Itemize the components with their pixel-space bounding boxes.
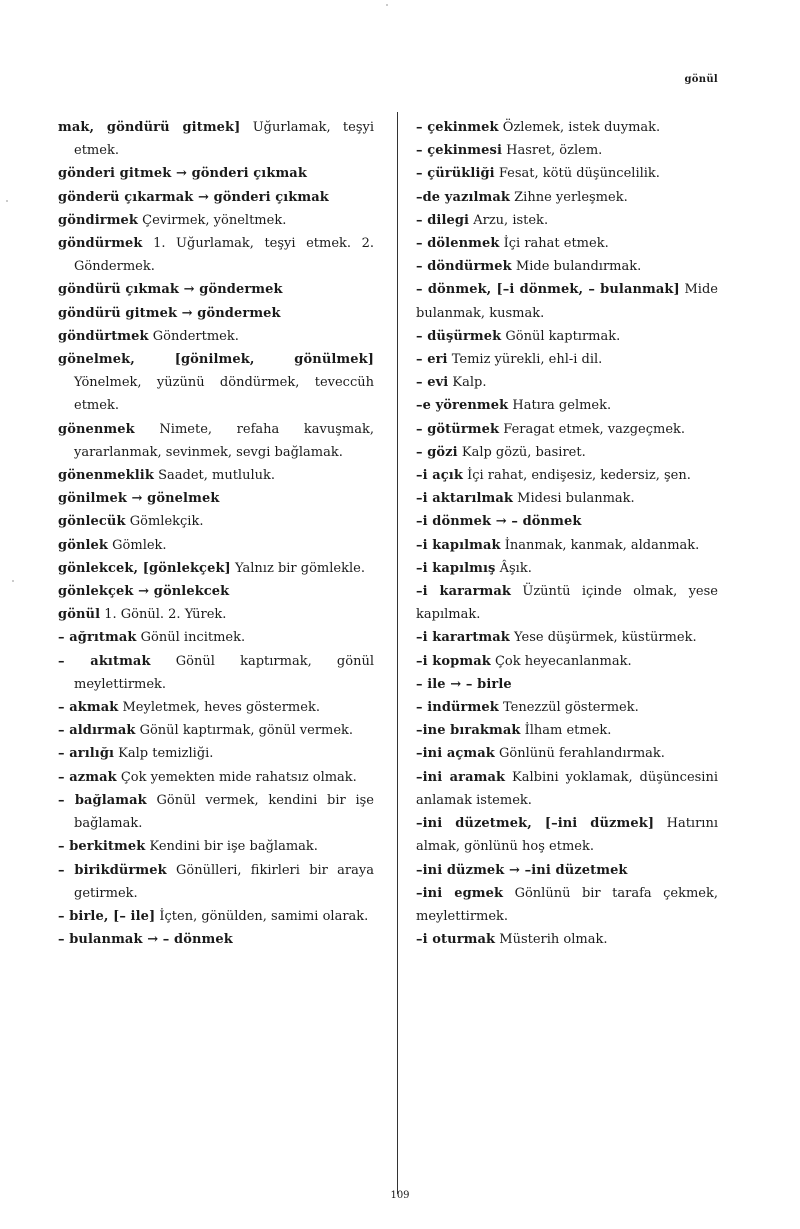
entry-headword: göndürü gitmek → göndermek xyxy=(58,305,281,321)
entry-headword: –i kapılmış xyxy=(416,560,496,576)
entry-headword: göndürtmek xyxy=(58,328,149,344)
entry-definition: Gönülleri, fikirleri bir araya getirmek. xyxy=(74,862,374,901)
dictionary-entry xyxy=(58,325,374,348)
dictionary-entry xyxy=(416,812,718,858)
entry-headword: –e yörenmek xyxy=(416,398,509,414)
dictionary-entry xyxy=(416,209,718,232)
entry-definition: Gönül vermek, kendini bir işe bağlamak. xyxy=(74,792,374,832)
entry-definition: Saadet, mutluluk. xyxy=(153,468,275,484)
entry-definition: Çok yemekten mide rahatsız olmak. xyxy=(116,769,357,785)
entry-headword: – çürükliği xyxy=(416,166,495,182)
dictionary-entry xyxy=(58,742,374,765)
entry-definition: Özlemek, istek duymak. xyxy=(498,120,661,135)
entry-definition: Gönül kaptırmak, gönül meylettirmek. xyxy=(74,653,374,692)
dictionary-entry xyxy=(416,278,718,324)
entry-headword: –i dönmek → – dönmek xyxy=(416,514,582,530)
scan-speck xyxy=(386,4,388,6)
entry-headword: – bağlamak xyxy=(58,792,147,808)
entry-definition: İçten, gönülden, samimi olarak. xyxy=(155,908,369,924)
entry-headword: – ağrıtmak xyxy=(58,630,137,646)
entry-definition: Kalp temizliği. xyxy=(114,746,214,762)
entry-definition: Âşık. xyxy=(495,560,532,576)
entry-headword: – berkitmek xyxy=(58,839,146,855)
entry-headword: – aldırmak xyxy=(58,723,136,739)
dictionary-entry xyxy=(58,696,374,719)
entry-headword: – birikdürmek xyxy=(58,862,167,878)
entry-headword: –i kararmak xyxy=(416,584,512,600)
column-divider xyxy=(397,112,398,1194)
dictionary-entry xyxy=(58,348,374,418)
entry-headword: – düşürmek xyxy=(416,328,502,344)
entry-headword: –ini düzmek → –ini düzetmek xyxy=(416,862,628,878)
dictionary-entry xyxy=(58,905,374,928)
entry-headword: gönilmek → gönelmek xyxy=(58,491,220,507)
entry-headword: – çekinmesi xyxy=(416,143,502,159)
dictionary-entry xyxy=(416,650,718,673)
entry-headword: – arılığı xyxy=(58,746,115,762)
entry-definition: Kalp. xyxy=(448,375,487,391)
entry-definition: Temiz yürekli, ehl-i dil. xyxy=(447,352,603,368)
dictionary-entry xyxy=(416,742,718,765)
entry-headword: –ini düzetmek, [–ini düzmek] xyxy=(416,816,655,832)
entry-headword: –de yazılmak xyxy=(416,189,511,205)
dictionary-entry xyxy=(58,162,374,185)
dictionary-entry xyxy=(416,696,718,719)
entry-headword: – gözi xyxy=(416,444,458,460)
entry-headword: –ine bırakmak xyxy=(416,723,521,739)
dictionary-entry xyxy=(58,209,374,232)
dictionary-entry xyxy=(416,626,718,649)
entry-headword: – döndürmek xyxy=(416,259,512,275)
entry-headword: – azmak xyxy=(58,769,117,785)
dictionary-entry xyxy=(416,116,718,139)
entry-definition: Mide bulandırmak. xyxy=(511,259,642,275)
dictionary-entry xyxy=(416,766,718,812)
dictionary-entry xyxy=(58,116,374,162)
entry-definition: Gönlünü ferahlandırmak. xyxy=(494,746,665,762)
entry-headword: göndürü çıkmak → göndermek xyxy=(58,282,283,298)
entry-definition: Çevirmek, yöneltmek. xyxy=(138,212,287,228)
entry-headword: gönlekcek, [gönlekçek] xyxy=(58,560,231,576)
entry-headword: mak, göndürü gitmek] xyxy=(58,120,241,135)
entry-headword: –i kopmak xyxy=(416,653,491,669)
scan-speck xyxy=(12,580,14,582)
entry-definition: Kalp gözü, basiret. xyxy=(457,444,586,460)
entry-definition: Yalnız bir gömlekle. xyxy=(230,560,365,576)
dictionary-entry xyxy=(58,278,374,301)
entry-headword: –ini aramak xyxy=(416,769,506,785)
dictionary-entry xyxy=(58,302,374,325)
entry-definition: Hatıra gelmek. xyxy=(508,398,612,414)
entry-headword: – birle, [– ile] xyxy=(58,908,156,924)
dictionary-entry xyxy=(416,580,718,626)
entry-definition: Gönlünü bir tarafa çekmek, meylettirmek. xyxy=(416,885,719,924)
entry-headword: gönelmek, [gönilmek, gönülmek] xyxy=(58,352,374,368)
dictionary-entry xyxy=(416,418,718,441)
dictionary-entry xyxy=(58,719,374,742)
entry-headword: –i kapılmak xyxy=(416,537,501,553)
entry-headword: gönenmeklik xyxy=(58,468,154,484)
entry-definition: 1. Uğurlamak, teşyi etmek. 2. Göndermek. xyxy=(74,236,374,275)
entry-headword: – çekinmek xyxy=(416,120,499,135)
entry-headword: – dilegi xyxy=(416,212,470,228)
entry-headword: – akmak xyxy=(58,700,119,716)
dictionary-entry xyxy=(416,719,718,742)
entry-headword: –ini egmek xyxy=(416,885,504,901)
entry-definition: Arzu, istek. xyxy=(469,212,549,228)
entry-definition: Gönül kaptırmak. xyxy=(501,328,621,344)
entry-definition: Midesi bulanmak. xyxy=(513,491,635,507)
dictionary-entry xyxy=(58,487,374,510)
dictionary-entry xyxy=(58,534,374,557)
dictionary-entry xyxy=(416,859,718,882)
entry-headword: – indürmek xyxy=(416,700,499,716)
dictionary-entry xyxy=(416,139,718,162)
dictionary-entry xyxy=(416,487,718,510)
entry-definition: Fesat, kötü düşüncelilik. xyxy=(494,166,660,182)
entry-headword: –i aktarılmak xyxy=(416,491,514,507)
dictionary-entry xyxy=(416,510,718,533)
dictionary-entry xyxy=(58,557,374,580)
dictionary-entry xyxy=(58,789,374,835)
dictionary-entry xyxy=(416,928,718,951)
entry-headword: – ile → – birle xyxy=(416,676,512,692)
entry-definition: İlham etmek. xyxy=(520,723,612,739)
dictionary-entry xyxy=(58,766,374,789)
entry-definition: Gömlekçik. xyxy=(125,514,204,530)
entry-headword: – akıtmak xyxy=(58,653,151,669)
entry-headword: – evi xyxy=(416,375,449,391)
entry-definition: Hatırını almak, gönlünü hoş etmek. xyxy=(416,816,718,855)
entry-definition: İçi rahat, endişesiz, kedersiz, şen. xyxy=(462,468,691,484)
entry-definition: Üzüntü içinde olmak, yese kapılmak. xyxy=(416,584,718,623)
entry-definition: Zihne yerleşmek. xyxy=(510,189,628,205)
entry-definition: Meyletmek, heves göstermek. xyxy=(118,700,320,716)
dictionary-entry xyxy=(58,232,374,278)
entry-headword: – bulanmak → – dönmek xyxy=(58,932,233,948)
dictionary-entry xyxy=(416,371,718,394)
entry-headword: –ini açmak xyxy=(416,746,495,762)
entry-headword: –i oturmak xyxy=(416,932,496,948)
entry-headword: –i açık xyxy=(416,468,463,484)
dictionary-entry xyxy=(416,232,718,255)
entry-definition: İnanmak, kanmak, aldanmak. xyxy=(500,537,700,553)
dictionary-entry xyxy=(416,255,718,278)
dictionary-entry xyxy=(58,835,374,858)
dictionary-entry xyxy=(58,859,374,905)
entry-headword: gönlekçek → gönlekcek xyxy=(58,584,230,600)
dictionary-entry xyxy=(58,464,374,487)
dictionary-entry xyxy=(58,510,374,533)
entry-definition: Mide bulanmak, kusmak. xyxy=(416,282,718,321)
entry-definition: Müsterih olmak. xyxy=(495,932,608,948)
entry-definition: Yese düşürmek, küstürmek. xyxy=(509,630,697,646)
entry-headword: gönlek xyxy=(58,537,109,553)
dictionary-entry xyxy=(416,673,718,696)
entry-definition: Gönül kaptırmak, gönül vermek. xyxy=(135,723,354,739)
dictionary-entry xyxy=(416,325,718,348)
dictionary-entry xyxy=(416,534,718,557)
entry-headword: – dönmek, [–i dönmek, – bulanmak] xyxy=(416,282,680,298)
entry-definition: 1. Gönül. 2. Yürek. xyxy=(100,607,227,623)
dictionary-entry xyxy=(416,348,718,371)
dictionary-entry xyxy=(416,557,718,580)
dictionary-entry xyxy=(416,464,718,487)
entry-definition: Nimete, refaha kavuşmak, yararlanmak, sevinmek, sevgi bağlamak. xyxy=(74,421,374,460)
left-column xyxy=(58,116,374,951)
right-column xyxy=(416,116,718,951)
entry-headword: gönderü çıkarmak → gönderi çıkmak xyxy=(58,189,329,205)
dictionary-entry xyxy=(58,928,374,951)
scan-speck xyxy=(6,200,8,202)
entry-headword: – dölenmek xyxy=(416,236,500,252)
dictionary-entry xyxy=(416,162,718,185)
entry-definition: Gömlek. xyxy=(108,537,167,553)
dictionary-entry xyxy=(416,882,718,928)
entry-definition: Çok heyecanlanmak. xyxy=(490,653,632,669)
entry-definition: Göndertmek. xyxy=(148,328,239,344)
entry-headword: – eri xyxy=(416,352,448,368)
dictionary-entry xyxy=(58,626,374,649)
entry-definition: Kendini bir işe bağlamak. xyxy=(145,839,318,855)
entry-headword: gönenmek xyxy=(58,421,135,437)
page-number: 109 xyxy=(390,1190,410,1201)
entry-definition: Tenezzül göstermek. xyxy=(498,700,639,716)
entry-headword: gönderi gitmek → gönderi çıkmak xyxy=(58,166,307,182)
entry-definition: Feragat etmek, vazgeçmek. xyxy=(499,421,686,437)
entry-definition: Uğurlamak, teşyi etmek. xyxy=(74,120,374,159)
entry-definition: Kalbini yoklamak, düşüncesini anlamak istemek. xyxy=(416,769,718,808)
entry-headword: gönül xyxy=(58,607,101,623)
running-head: gönül xyxy=(684,74,718,85)
dictionary-entry xyxy=(416,394,718,417)
entry-definition: Gönül incitmek. xyxy=(136,630,246,646)
dictionary-entry xyxy=(416,441,718,464)
entry-headword: – götürmek xyxy=(416,421,500,437)
dictionary-entry xyxy=(416,186,718,209)
dictionary-entry xyxy=(58,186,374,209)
entry-definition: Hasret, özlem. xyxy=(502,143,603,159)
dictionary-entry xyxy=(58,418,374,464)
entry-headword: göndirmek xyxy=(58,212,139,228)
entry-definition: İçi rahat etmek. xyxy=(499,236,609,252)
entry-headword: gönlecük xyxy=(58,514,126,530)
entry-definition: Yönelmek, yüzünü döndürmek, teveccüh etmek. xyxy=(74,375,374,414)
entry-headword: –i karartmak xyxy=(416,630,510,646)
dictionary-entry xyxy=(58,603,374,626)
dictionary-entry xyxy=(58,650,374,696)
entry-headword: göndürmek xyxy=(58,236,143,252)
dictionary-entry xyxy=(58,580,374,603)
